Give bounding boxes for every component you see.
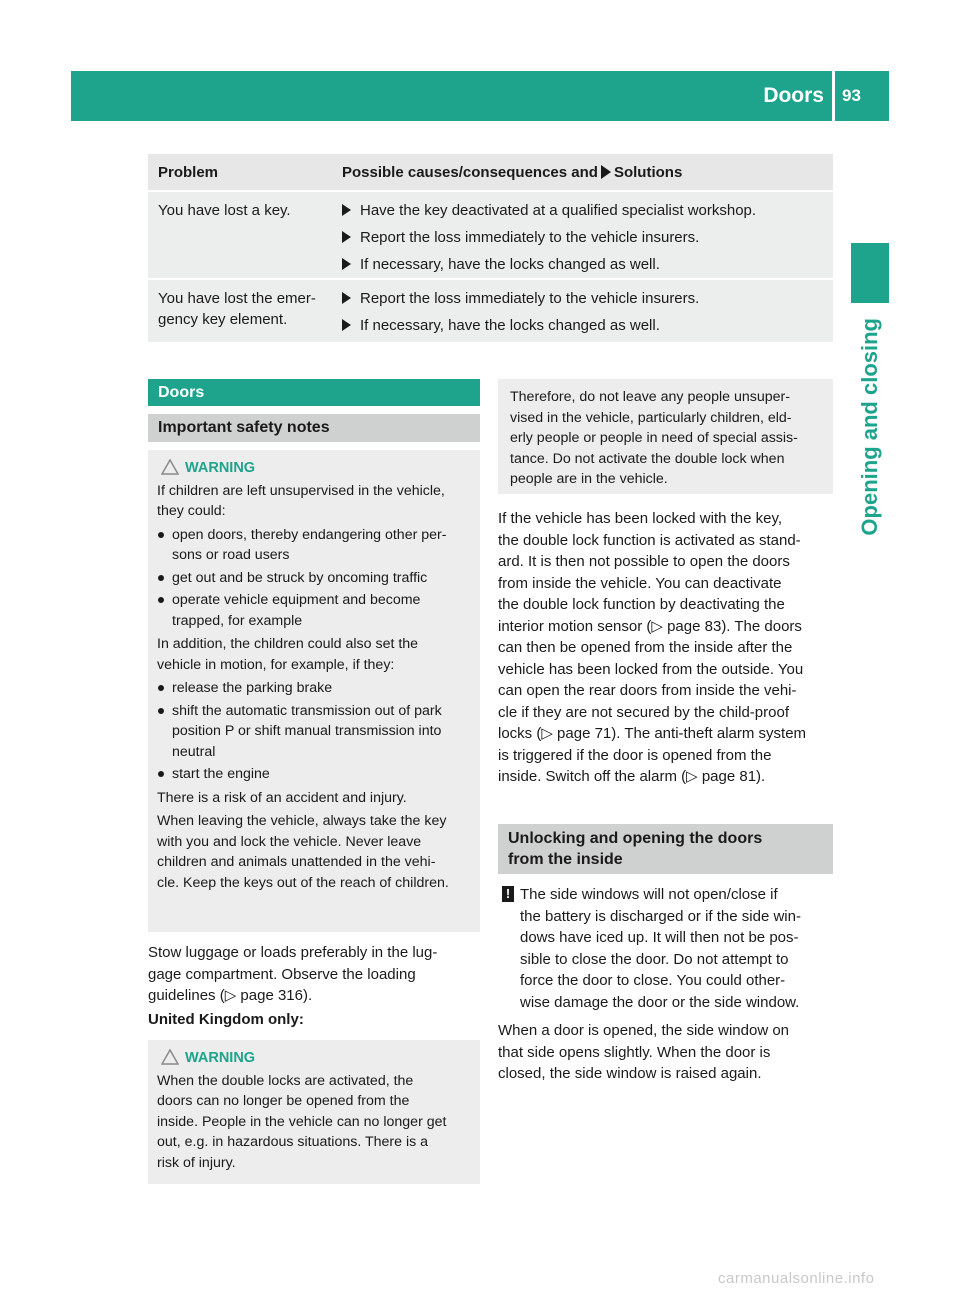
warning-title: WARNING [157, 458, 472, 479]
solutions-cell [334, 192, 833, 278]
warning-triangle-icon [161, 1049, 179, 1065]
bullet-item: operate vehicle equipment and become trapped, for example [157, 590, 472, 631]
solution-step: Have the key deactivated at a qualified specialist workshop. [342, 200, 833, 221]
step-arrow-icon [342, 231, 351, 243]
table-header-problem: Problem [158, 163, 219, 181]
solution-step: Report the loss immediately to the vehicle insurers. [342, 227, 833, 248]
caution-exclamation-icon: ! [502, 886, 514, 902]
warning-title: WARNING [157, 1048, 472, 1069]
table-header-row [148, 154, 833, 190]
problem-cell: You have lost the emer- gency key element. [158, 290, 316, 328]
bullet-item: release the parking brake [157, 678, 472, 699]
warning-continuation-box: Therefore, do not leave any people unsuper- vised in the vehicle, particularly children, eld- erly people or people in need of special assis- tance. Do not activate the double lock when people are in the vehicle. [498, 379, 833, 494]
page-number: 93 [842, 86, 861, 105]
warning-box-children: WARNING If children are left unsupervised in the vehicle, they could: open doors, thereby endangering other per- sons or road users get out and be struck by oncoming traffic operate vehicle equipment and become trapped, for example In addition, the children could also set the vehicle in motion, for example, if they: release the parking brake shift the automatic transmission out of park position P or shift manual transmission into neutral start the engine There is a risk of an accident and injury. When leaving the vehicle, always take the key with you and lock the vehicle. Never leave children and animals unattended in the vehi- cle. Keep the keys out of the reach of children. [148, 450, 480, 932]
table-row [148, 190, 833, 278]
side-window-paragraph: When a door is opened, the side window on that side opens slightly. When the door is closed, the side window is raised again. [498, 1022, 790, 1082]
step-arrow-icon [342, 204, 351, 216]
step-arrow-icon [342, 292, 351, 304]
solution-step: If necessary, have the locks changed as well. [342, 254, 833, 275]
step-arrow-icon [342, 319, 351, 331]
double-lock-paragraph: If the vehicle has been locked with the key, the double lock function is activated as stand- ard. It is then not possible to open the doors from inside the vehicle. You can deactivate the double lock function by deactivating the interior motion sensor (▷ page 83). The doors can then be opened from the inside after the vehicle has been locked from the outside. You can open the rear doors from inside the vehi- cle if they are not secured by the child-proof locks (▷ page 71). The anti-theft alarm system is triggered if the door is opened from the inside. Switch off the alarm (▷ page 81). [498, 510, 807, 785]
solution-arrow-icon [601, 165, 611, 179]
uk-only-heading: United Kingdom only: [148, 1010, 304, 1028]
table-header-solutions: Possible causes/consequences and Solutions [342, 163, 683, 181]
section-title-unlocking: Unlocking and opening the doors from the inside [498, 824, 833, 874]
solution-step: If necessary, have the locks changed as well. [342, 315, 833, 336]
problem-cell: You have lost a key. [158, 202, 291, 219]
bullet-item: get out and be struck by oncoming traffic [157, 568, 472, 589]
header-divider [832, 71, 835, 121]
stow-luggage-paragraph: Stow luggage or loads preferably in the lug- gage compartment. Observe the loading guidelines (▷ page 316). United Kingdom only: [148, 942, 480, 1030]
bullet-item: start the engine [157, 764, 472, 785]
warning-box-double-locks: WARNING When the double locks are activated, the doors can no longer be opened from the inside. People in the vehicle can no longer get out, e.g. in hazardous situations. There is a risk of injury. [148, 1040, 480, 1184]
chapter-tab-label: Opening and closing [857, 318, 882, 536]
page-header-title: Doors [763, 84, 824, 107]
step-arrow-icon [342, 258, 351, 270]
bullet-item: open doors, thereby endangering other per- sons or road users [157, 525, 472, 566]
warning-triangle-icon [161, 459, 179, 475]
chapter-tab-marker [851, 243, 889, 303]
footer-watermark: carmanualsonline.info [718, 1270, 875, 1287]
section-title-doors: Doors [148, 379, 480, 406]
subsection-title-safety: Important safety notes [148, 414, 480, 442]
problem-solutions-table [148, 154, 833, 342]
note-side-windows [502, 884, 837, 1013]
bullet-item: shift the automatic transmission out of park position P or shift manual transmission into neutral [157, 701, 472, 763]
solution-step: Report the loss immediately to the vehicle insurers. [342, 288, 833, 309]
table-row [148, 278, 833, 342]
solutions-cell [334, 280, 833, 342]
note-item: ! The side windows will not open/close if the battery is discharged or if the side win- dows have iced up. It will then not be pos- sible to close the door. Do not attempt to force the door to close. You could other- wise damage the door or the side window. [502, 884, 837, 1013]
